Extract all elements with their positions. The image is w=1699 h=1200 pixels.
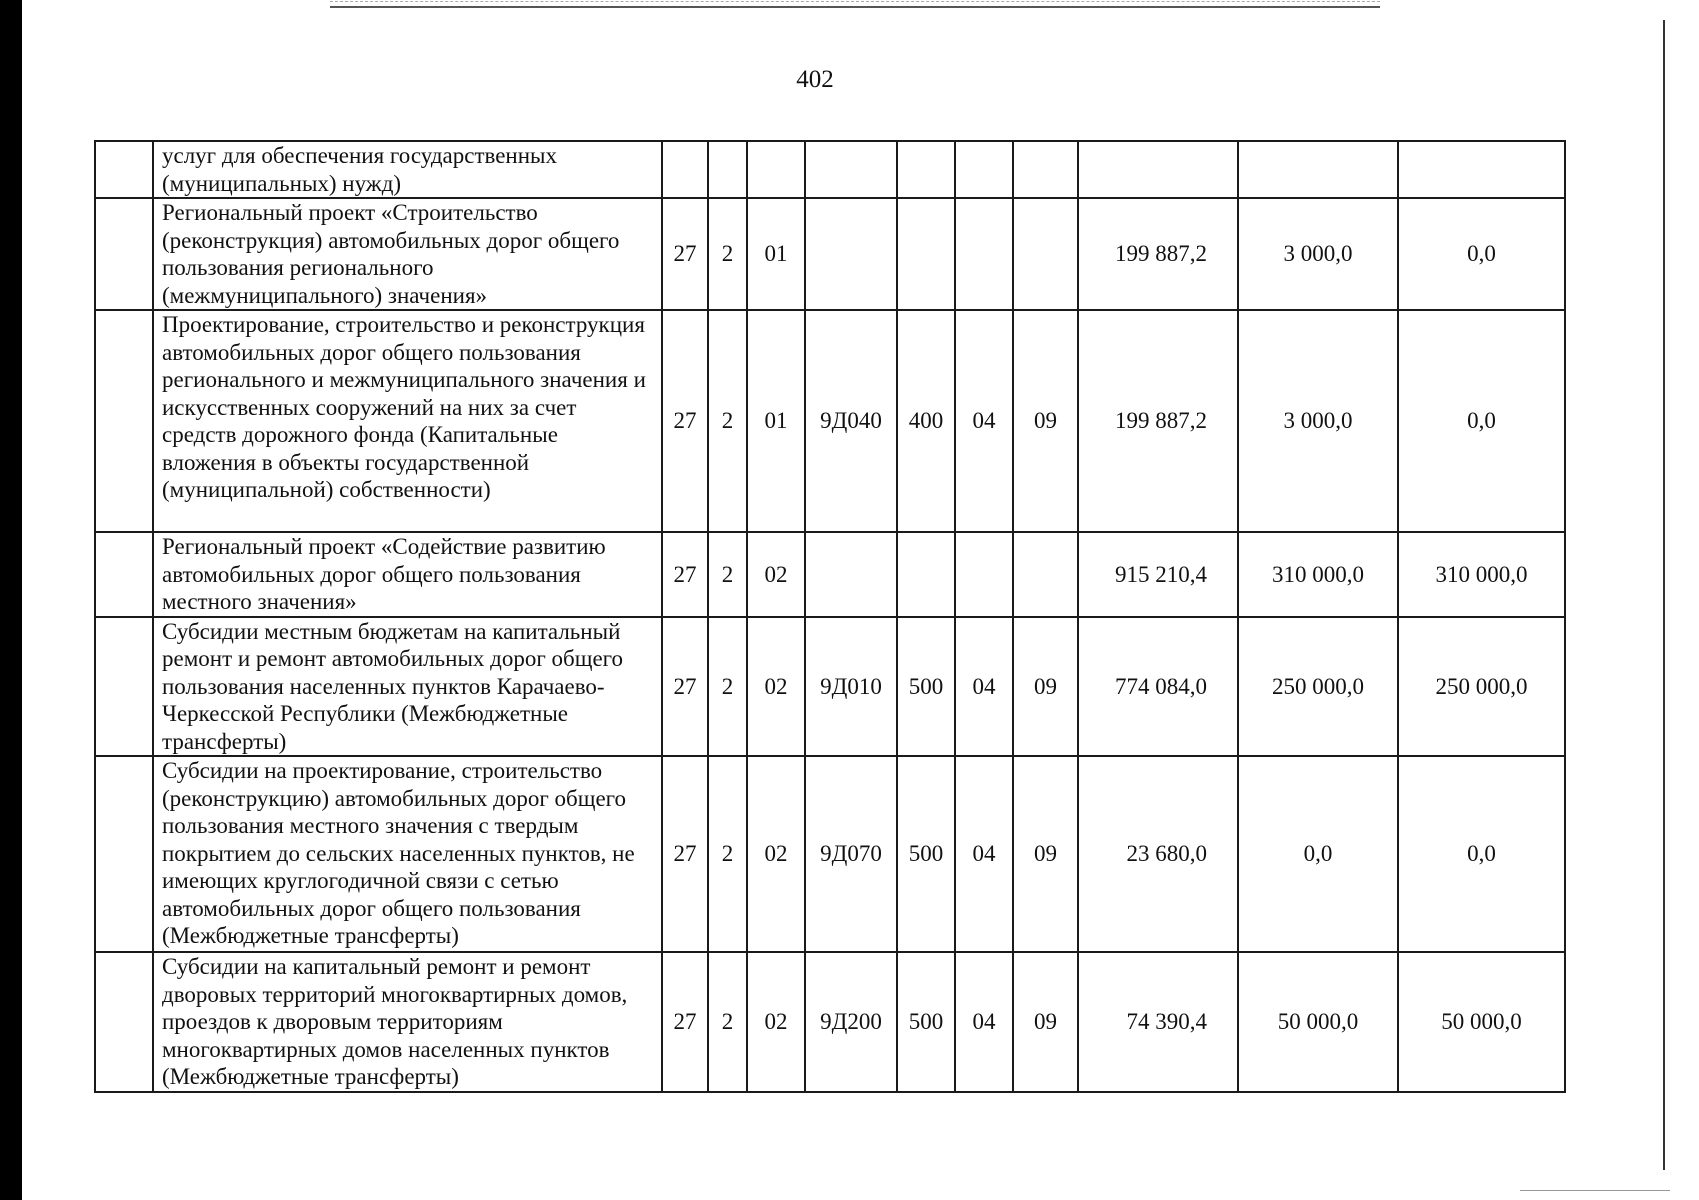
- amount-cell: 0,0: [1238, 756, 1398, 952]
- code-cell: 04: [955, 952, 1013, 1092]
- table-row: [95, 198, 1565, 310]
- row-number-cell: [95, 141, 153, 198]
- code-cell: 9Д200: [805, 952, 897, 1092]
- amount-cell: [1238, 141, 1398, 198]
- code-cell: 01: [747, 198, 805, 310]
- code-cell: 2: [708, 532, 747, 617]
- code-cell: 09: [1013, 617, 1078, 757]
- amount-cell: 3 000,0: [1238, 198, 1398, 310]
- amount-cell: [1398, 141, 1565, 198]
- item-name-cell: Субсидии на проектирование, строительство (реконструкцию) автомобильных дорог общего пользования местного значения с твердым покрытием до сельских населенных пунктов, не имеющих круглогодичной связи с сетью автомобильных дорог общего пользования (Межбюджетные трансферты): [153, 756, 662, 952]
- code-cell: 2: [708, 617, 747, 757]
- code-cell: [1013, 141, 1078, 198]
- code-cell: [708, 141, 747, 198]
- code-cell: 9Д040: [805, 310, 897, 532]
- code-cell: [662, 141, 708, 198]
- scan-artifact-line: [330, 1, 1380, 2]
- amount-cell: [1078, 141, 1238, 198]
- code-cell: 04: [955, 310, 1013, 532]
- code-cell: 27: [662, 756, 708, 952]
- table-row: [95, 952, 1565, 1092]
- amount-cell: 250 000,0: [1238, 617, 1398, 757]
- code-cell: [1013, 198, 1078, 310]
- amount-cell: 310 000,0: [1238, 532, 1398, 617]
- table-row: [95, 617, 1565, 757]
- amount-cell: 199 887,2: [1078, 198, 1238, 310]
- table-row: [95, 310, 1565, 532]
- code-cell: 9Д070: [805, 756, 897, 952]
- code-cell: [747, 141, 805, 198]
- code-cell: [1013, 532, 1078, 617]
- code-cell: 2: [708, 952, 747, 1092]
- amount-cell: 0,0: [1398, 310, 1565, 532]
- amount-cell: 915 210,4: [1078, 532, 1238, 617]
- item-name-cell: Региональный проект «Содействие развитию автомобильных дорог общего пользования местного значения»: [153, 532, 662, 617]
- code-cell: 04: [955, 617, 1013, 757]
- amount-cell: 199 887,2: [1078, 310, 1238, 532]
- code-cell: 09: [1013, 952, 1078, 1092]
- amount-cell: 310 000,0: [1398, 532, 1565, 617]
- code-cell: 27: [662, 310, 708, 532]
- scan-edge: [0, 0, 22, 1200]
- code-cell: 27: [662, 952, 708, 1092]
- code-cell: 27: [662, 617, 708, 757]
- code-cell: 2: [708, 198, 747, 310]
- code-cell: 2: [708, 310, 747, 532]
- row-number-cell: [95, 532, 153, 617]
- code-cell: 01: [747, 310, 805, 532]
- code-cell: 02: [747, 952, 805, 1092]
- amount-cell: 250 000,0: [1398, 617, 1565, 757]
- amount-cell: 23 680,0: [1078, 756, 1238, 952]
- scan-artifact-line: [330, 6, 1380, 8]
- page-number: 402: [796, 66, 834, 93]
- table-row: [95, 756, 1565, 952]
- code-cell: [897, 532, 955, 617]
- code-cell: 500: [897, 952, 955, 1092]
- item-name-cell: Региональный проект «Строительство (реконструкция) автомобильных дорог общего пользования регионального (межмуниципального) значения»: [153, 198, 662, 310]
- code-cell: [897, 141, 955, 198]
- item-name-cell: Субсидии местным бюджетам на капитальный ремонт и ремонт автомобильных дорог общего пользования населенных пунктов Карачаево-Черкесской Республики (Межбюджетные трансферты): [153, 617, 662, 757]
- code-cell: [805, 141, 897, 198]
- code-cell: 02: [747, 756, 805, 952]
- code-cell: 27: [662, 198, 708, 310]
- row-number-cell: [95, 756, 153, 952]
- code-cell: 04: [955, 756, 1013, 952]
- code-cell: [805, 198, 897, 310]
- scan-artifact-line: [1520, 1190, 1670, 1191]
- item-name-cell: услуг для обеспечения государственных (муниципальных) нужд): [153, 141, 662, 198]
- amount-cell: 74 390,4: [1078, 952, 1238, 1092]
- amount-cell: 50 000,0: [1398, 952, 1565, 1092]
- row-number-cell: [95, 310, 153, 532]
- item-name-cell: Проектирование, строительство и реконструкция автомобильных дорог общего пользования регионального и межмуниципального значения и искусственных сооружений на них за счет средств дорожного фонда (Капитальные вложения в объекты государственной (муниципальной) собственности): [153, 310, 662, 532]
- code-cell: 500: [897, 617, 955, 757]
- code-cell: [955, 532, 1013, 617]
- code-cell: [897, 198, 955, 310]
- amount-cell: 50 000,0: [1238, 952, 1398, 1092]
- code-cell: 02: [747, 617, 805, 757]
- code-cell: 400: [897, 310, 955, 532]
- amount-cell: 3 000,0: [1238, 310, 1398, 532]
- amount-cell: 0,0: [1398, 198, 1565, 310]
- table-row: [95, 141, 1565, 198]
- code-cell: 09: [1013, 756, 1078, 952]
- code-cell: 09: [1013, 310, 1078, 532]
- code-cell: 27: [662, 532, 708, 617]
- code-cell: 9Д010: [805, 617, 897, 757]
- code-cell: [955, 198, 1013, 310]
- row-number-cell: [95, 617, 153, 757]
- code-cell: 02: [747, 532, 805, 617]
- table-row: [95, 532, 1565, 617]
- code-cell: 500: [897, 756, 955, 952]
- amount-cell: 0,0: [1398, 756, 1565, 952]
- scan-artifact-line: [1663, 20, 1665, 1170]
- item-name-cell: Субсидии на капитальный ремонт и ремонт дворовых территорий многоквартирных домов, проездов к дворовым территориям многоквартирных домов населенных пунктов (Межбюджетные трансферты): [153, 952, 662, 1092]
- code-cell: 2: [708, 756, 747, 952]
- budget-table: [94, 140, 1566, 1093]
- code-cell: [955, 141, 1013, 198]
- row-number-cell: [95, 952, 153, 1092]
- row-number-cell: [95, 198, 153, 310]
- amount-cell: 774 084,0: [1078, 617, 1238, 757]
- code-cell: [805, 532, 897, 617]
